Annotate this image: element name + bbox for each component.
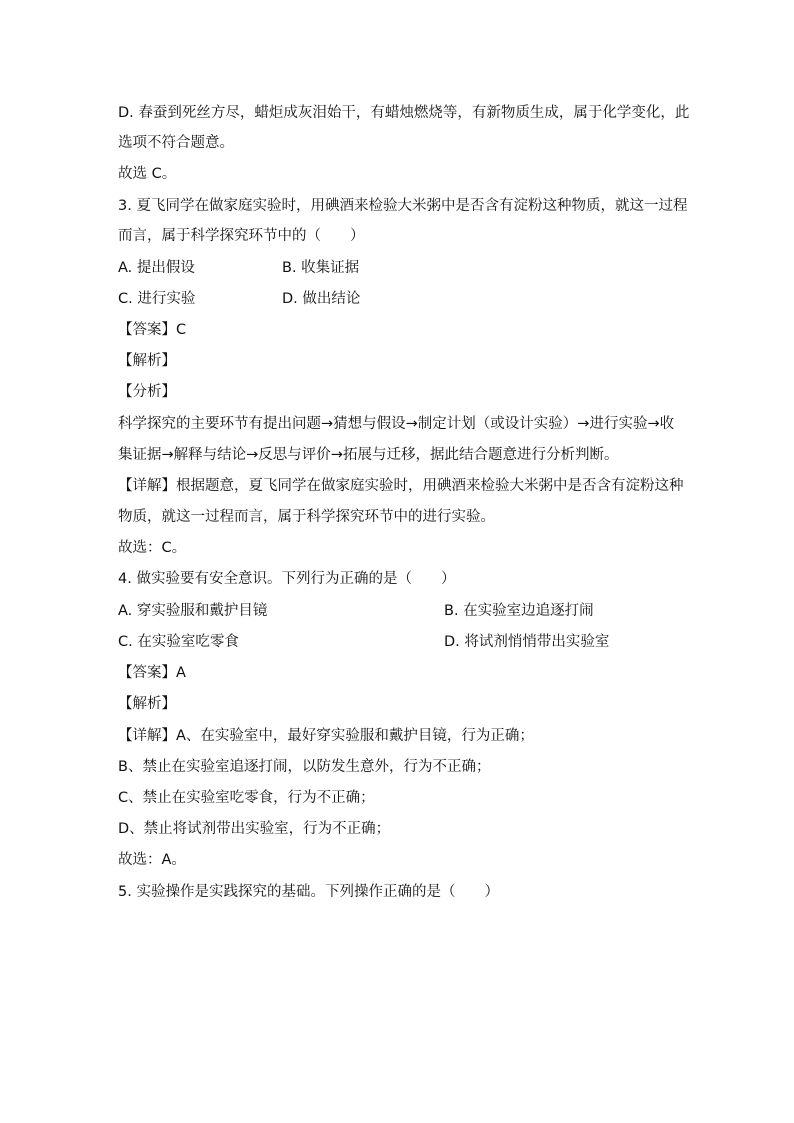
q4-stem: 4. 做实验要有安全意识。下列行为正确的是（ ） <box>118 571 456 587</box>
q3-detail: 【详解】根据题意，夏飞同学在做家庭实验时，用碘酒来检验大米粥中是否含有淀粉这种 <box>118 478 684 494</box>
q4-detail-b: B、禁止在实验室追逐打闹，以防发生意外，行为不正确； <box>118 759 491 775</box>
q3-option-a: A. 提出假设 <box>118 260 195 276</box>
q4-option-c: C. 在实验室吃零食 <box>118 634 239 650</box>
q2-choice: 故选 C。 <box>118 166 177 182</box>
q4-answer: 【答案】A <box>118 665 186 681</box>
q3-option-d: D. 做出结论 <box>282 291 361 307</box>
q4-detail-d: D、禁止将试剂带出实验室，行为不正确； <box>118 821 391 837</box>
q3-detail-cont: 物质，就这一过程而言，属于科学探究环节中的进行实验。 <box>118 509 495 525</box>
q3-fenxi-text-cont: 集证据→解释与结论→反思与评价→拓展与迁移，据此结合题意进行分析判断。 <box>118 447 619 463</box>
q3-analysis-heading: 【解析】 <box>118 353 176 369</box>
q3-fenxi-heading: 【分析】 <box>118 384 176 400</box>
q4-detail-c: C、禁止在实验室吃零食，行为不正确； <box>118 790 375 806</box>
q5-stem: 5. 实验操作是实践探究的基础。下列操作正确的是（ ） <box>118 884 499 900</box>
q4-option-a: A. 穿实验服和戴护目镜 <box>118 603 268 619</box>
q4-option-b: B. 在实验室边追逐打闹 <box>444 603 594 619</box>
q3-stem-cont: 而言，属于科学探究环节中的（ ） <box>118 228 365 244</box>
q2-option-d-explanation: D. 春蚕到死丝方尽，蜡炬成灰泪始干，有蜡烛燃烧等，有新物质生成，属于化学变化，此 <box>118 105 690 121</box>
q2-option-d-explanation-cont: 选项不符合题意。 <box>118 135 234 151</box>
q3-option-b: B. 收集证据 <box>282 260 360 276</box>
q3-answer: 【答案】C <box>118 322 187 338</box>
q3-stem: 3. 夏飞同学在做家庭实验时，用碘酒来检验大米粥中是否含有淀粉这种物质，就这一过程 <box>118 198 688 214</box>
q3-option-c: C. 进行实验 <box>118 291 196 307</box>
q4-detail-a: 【详解】A、在实验室中，最好穿实验服和戴护目镜，行为正确； <box>118 728 534 744</box>
q4-analysis-heading: 【解析】 <box>118 696 176 712</box>
q3-fenxi-text: 科学探究的主要环节有提出问题→猜想与假设→制定计划（或设计实验）→进行实验→收 <box>118 416 675 432</box>
q3-choice: 故选：C。 <box>118 540 187 556</box>
q4-choice: 故选：A。 <box>118 852 186 868</box>
q4-option-d: D. 将试剂悄悄带出实验室 <box>444 634 610 650</box>
